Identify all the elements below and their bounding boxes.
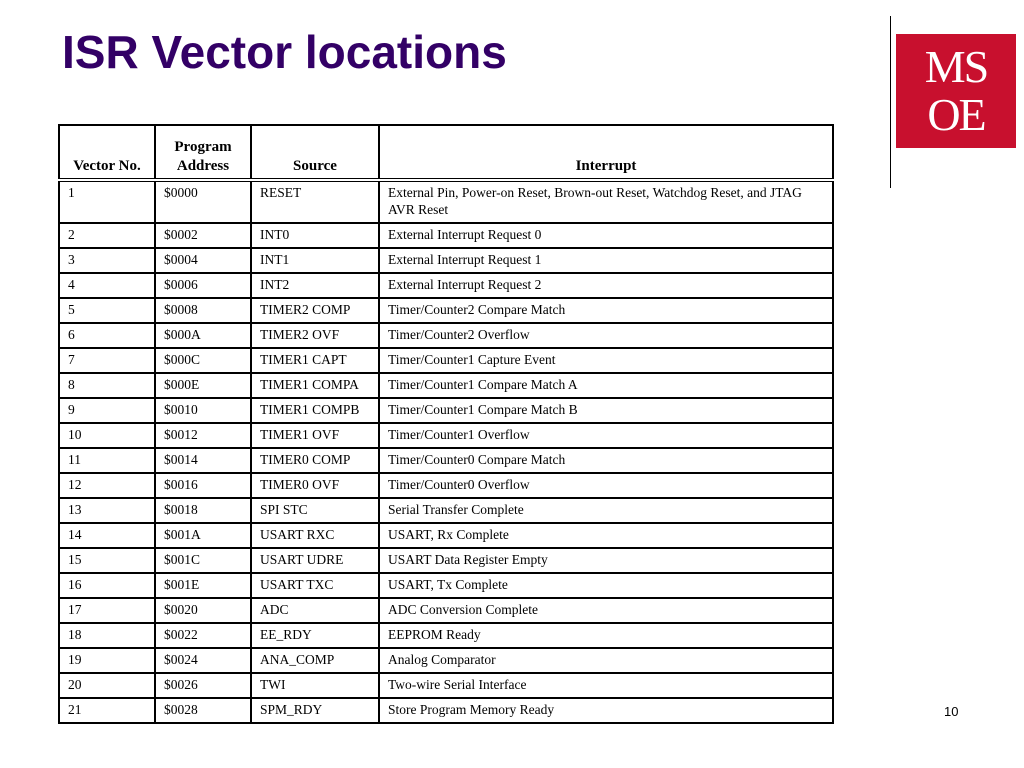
cell-interrupt: Store Program Memory Ready bbox=[379, 698, 833, 723]
cell-vector-no: 4 bbox=[59, 273, 155, 298]
cell-source: SPI STC bbox=[251, 498, 379, 523]
cell-program-address: $0016 bbox=[155, 473, 251, 498]
cell-vector-no: 17 bbox=[59, 598, 155, 623]
cell-source: USART UDRE bbox=[251, 548, 379, 573]
header-vector-no: Vector No. bbox=[59, 125, 155, 180]
cell-program-address: $0012 bbox=[155, 423, 251, 448]
vector-table bbox=[58, 124, 834, 724]
cell-vector-no: 7 bbox=[59, 348, 155, 373]
cell-interrupt: Timer/Counter1 Overflow bbox=[379, 423, 833, 448]
cell-vector-no: 15 bbox=[59, 548, 155, 573]
cell-program-address: $0008 bbox=[155, 298, 251, 323]
cell-source: SPM_RDY bbox=[251, 698, 379, 723]
cell-source: ADC bbox=[251, 598, 379, 623]
cell-interrupt: External Interrupt Request 0 bbox=[379, 223, 833, 248]
cell-program-address: $0026 bbox=[155, 673, 251, 698]
cell-interrupt: USART Data Register Empty bbox=[379, 548, 833, 573]
table-row bbox=[59, 648, 833, 673]
page-number: 10 bbox=[944, 704, 959, 719]
cell-source: ANA_COMP bbox=[251, 648, 379, 673]
table-header-row bbox=[59, 125, 833, 180]
cell-interrupt: ADC Conversion Complete bbox=[379, 598, 833, 623]
cell-program-address: $0000 bbox=[155, 180, 251, 223]
cell-program-address: $0006 bbox=[155, 273, 251, 298]
cell-program-address: $001C bbox=[155, 548, 251, 573]
cell-interrupt: Timer/Counter1 Compare Match B bbox=[379, 398, 833, 423]
cell-source: INT0 bbox=[251, 223, 379, 248]
cell-interrupt: Analog Comparator bbox=[379, 648, 833, 673]
cell-vector-no: 19 bbox=[59, 648, 155, 673]
table-body bbox=[59, 180, 833, 723]
cell-vector-no: 21 bbox=[59, 698, 155, 723]
cell-interrupt: Serial Transfer Complete bbox=[379, 498, 833, 523]
table-row bbox=[59, 698, 833, 723]
cell-program-address: $0020 bbox=[155, 598, 251, 623]
cell-program-address: $0028 bbox=[155, 698, 251, 723]
logo-line-2: OE bbox=[927, 89, 985, 140]
cell-program-address: $000E bbox=[155, 373, 251, 398]
cell-interrupt: Timer/Counter2 Compare Match bbox=[379, 298, 833, 323]
cell-vector-no: 18 bbox=[59, 623, 155, 648]
header-program-address bbox=[155, 125, 251, 180]
table-row bbox=[59, 498, 833, 523]
table-row bbox=[59, 223, 833, 248]
cell-interrupt: EEPROM Ready bbox=[379, 623, 833, 648]
cell-vector-no: 16 bbox=[59, 573, 155, 598]
cell-interrupt: External Interrupt Request 1 bbox=[379, 248, 833, 273]
cell-source: EE_RDY bbox=[251, 623, 379, 648]
table-row bbox=[59, 673, 833, 698]
slide-title: ISR Vector locations bbox=[62, 26, 507, 78]
table-row bbox=[59, 298, 833, 323]
cell-program-address: $001A bbox=[155, 523, 251, 548]
cell-program-address: $000A bbox=[155, 323, 251, 348]
cell-interrupt: Timer/Counter0 Overflow bbox=[379, 473, 833, 498]
cell-interrupt: Timer/Counter1 Compare Match A bbox=[379, 373, 833, 398]
table-row bbox=[59, 398, 833, 423]
cell-vector-no: 3 bbox=[59, 248, 155, 273]
cell-program-address: $0014 bbox=[155, 448, 251, 473]
header-program-address-line2: Address bbox=[176, 158, 230, 174]
cell-interrupt: Timer/Counter0 Compare Match bbox=[379, 448, 833, 473]
cell-interrupt: Two-wire Serial Interface bbox=[379, 673, 833, 698]
cell-source: TIMER0 OVF bbox=[251, 473, 379, 498]
table-row bbox=[59, 248, 833, 273]
cell-source: USART RXC bbox=[251, 523, 379, 548]
table-row bbox=[59, 373, 833, 398]
cell-source: TIMER1 OVF bbox=[251, 423, 379, 448]
header-source: Source bbox=[251, 125, 379, 180]
cell-source: TIMER1 COMPB bbox=[251, 398, 379, 423]
cell-source: INT1 bbox=[251, 248, 379, 273]
cell-program-address: $0024 bbox=[155, 648, 251, 673]
cell-vector-no: 20 bbox=[59, 673, 155, 698]
msoe-logo bbox=[896, 34, 1016, 148]
cell-vector-no: 14 bbox=[59, 523, 155, 548]
cell-source: TIMER1 CAPT bbox=[251, 348, 379, 373]
cell-program-address: $000C bbox=[155, 348, 251, 373]
cell-vector-no: 5 bbox=[59, 298, 155, 323]
cell-vector-no: 13 bbox=[59, 498, 155, 523]
table-row bbox=[59, 523, 833, 548]
header-interrupt: Interrupt bbox=[379, 125, 833, 180]
cell-program-address: $0002 bbox=[155, 223, 251, 248]
cell-interrupt: Timer/Counter1 Capture Event bbox=[379, 348, 833, 373]
cell-interrupt: External Pin, Power-on Reset, Brown-out Reset, Watchdog Reset, and JTAG AVR Reset bbox=[379, 180, 833, 223]
cell-vector-no: 11 bbox=[59, 448, 155, 473]
cell-source: TIMER2 COMP bbox=[251, 298, 379, 323]
table-row bbox=[59, 473, 833, 498]
table-row bbox=[59, 273, 833, 298]
table-row bbox=[59, 180, 833, 223]
cell-source: USART TXC bbox=[251, 573, 379, 598]
cell-program-address: $0018 bbox=[155, 498, 251, 523]
cell-vector-no: 10 bbox=[59, 423, 155, 448]
cell-source: TIMER0 COMP bbox=[251, 448, 379, 473]
header-program-address-line1: Program bbox=[174, 139, 232, 155]
cell-program-address: $0022 bbox=[155, 623, 251, 648]
logo-line-1: MS bbox=[924, 41, 988, 92]
cell-program-address: $0010 bbox=[155, 398, 251, 423]
vertical-divider bbox=[890, 16, 891, 188]
table-row bbox=[59, 423, 833, 448]
cell-vector-no: 8 bbox=[59, 373, 155, 398]
cell-vector-no: 12 bbox=[59, 473, 155, 498]
cell-source: TIMER1 COMPA bbox=[251, 373, 379, 398]
cell-vector-no: 6 bbox=[59, 323, 155, 348]
table-row bbox=[59, 323, 833, 348]
cell-source: RESET bbox=[251, 180, 379, 223]
table-row bbox=[59, 573, 833, 598]
table-row bbox=[59, 548, 833, 573]
cell-vector-no: 1 bbox=[59, 180, 155, 223]
table-row bbox=[59, 348, 833, 373]
cell-source: TIMER2 OVF bbox=[251, 323, 379, 348]
cell-interrupt: USART, Tx Complete bbox=[379, 573, 833, 598]
cell-interrupt: External Interrupt Request 2 bbox=[379, 273, 833, 298]
cell-program-address: $001E bbox=[155, 573, 251, 598]
cell-source: INT2 bbox=[251, 273, 379, 298]
table-row bbox=[59, 598, 833, 623]
cell-vector-no: 2 bbox=[59, 223, 155, 248]
cell-vector-no: 9 bbox=[59, 398, 155, 423]
cell-interrupt: USART, Rx Complete bbox=[379, 523, 833, 548]
vector-table-container bbox=[58, 124, 832, 724]
table-row bbox=[59, 623, 833, 648]
cell-source: TWI bbox=[251, 673, 379, 698]
cell-interrupt: Timer/Counter2 Overflow bbox=[379, 323, 833, 348]
table-row bbox=[59, 448, 833, 473]
cell-program-address: $0004 bbox=[155, 248, 251, 273]
